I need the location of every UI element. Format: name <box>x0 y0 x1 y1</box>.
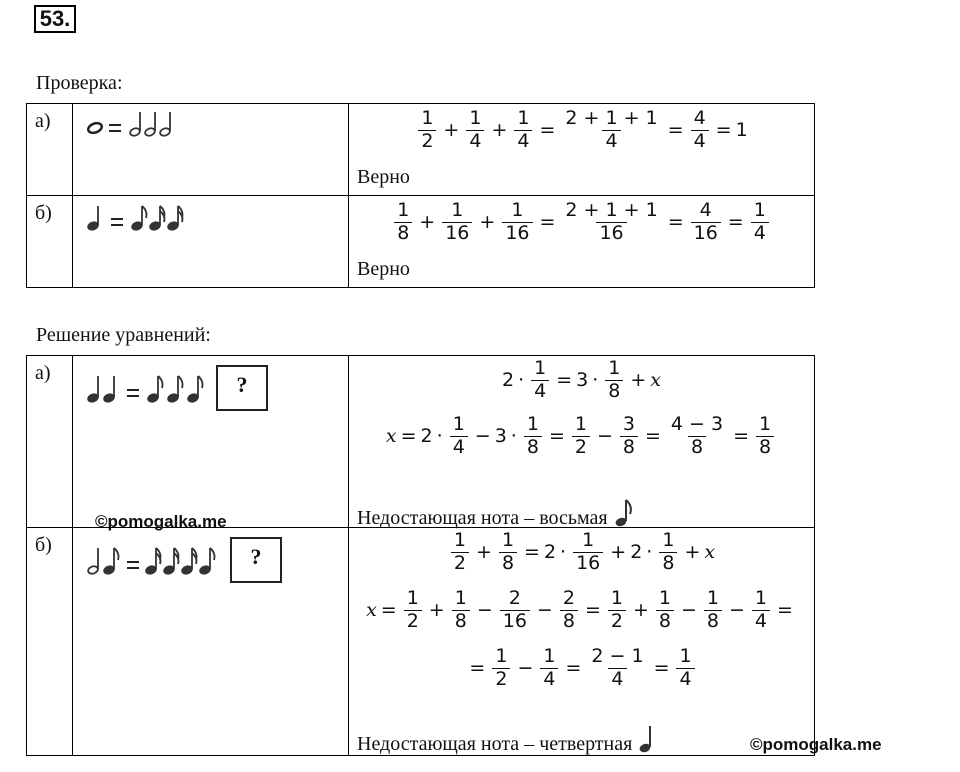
fraction: $\frac{1}{4}$ <box>752 588 770 633</box>
row-label: б) <box>35 202 52 224</box>
answer-text: Недостающая нота – четвертная <box>357 724 659 756</box>
check-a-expression: $\frac{1}{2}$ + $\frac{1}{4}$ + $\frac{1}{4}$ = $\frac{2 + 1 + 1}{4}$ = $\frac{4}{4}$ = 1 <box>349 108 814 153</box>
check-title: Проверка: <box>36 72 123 94</box>
row-label: а) <box>35 110 51 132</box>
row-label: б) <box>35 534 52 556</box>
notes-two-quarters-equals-three-eighths-question-icon <box>85 362 305 414</box>
row-label-cell <box>27 196 73 288</box>
calc-cell <box>349 528 815 756</box>
fraction: $\frac{1}{2}$ <box>418 108 436 153</box>
row-label-cell <box>27 528 73 756</box>
notes-cell <box>73 356 349 531</box>
notes-cell <box>73 528 349 756</box>
check-b-expression: $\frac{1}{8}$ + $\frac{1}{16}$ + $\frac{1}{16}$ = $\frac{2 + 1 + 1}{16}$ = $\frac{4}{16}$ = $\frac{1}{4}$ <box>349 200 814 245</box>
fraction: $\frac{4}{16}$ <box>691 200 721 245</box>
fraction: $\frac{1}{8}$ <box>452 588 470 633</box>
fraction: $\frac{1}{8}$ <box>656 588 674 633</box>
verdict-text: Верно <box>357 166 410 188</box>
fraction: $\frac{1}{4}$ <box>540 646 558 691</box>
missing-note-box: ? <box>250 544 262 569</box>
check-table <box>26 103 815 288</box>
fraction: $\frac{2 - 1}{4}$ <box>591 645 644 690</box>
notes-cell <box>73 104 349 196</box>
fraction: $\frac{1}{2}$ <box>404 588 422 633</box>
calc-cell <box>349 104 815 196</box>
calc-cell <box>349 356 815 528</box>
verdict-text: Верно <box>357 258 410 280</box>
fraction: $\frac{3}{8}$ <box>620 414 638 459</box>
row-label-cell <box>27 104 73 196</box>
fraction: $\frac{2 + 1 + 1}{16}$ <box>565 199 658 244</box>
watermark: ©pomogalka.me <box>750 735 882 754</box>
fraction: $\frac{1}{8}$ <box>704 588 722 633</box>
fraction: $\frac{1}{2}$ <box>492 646 510 691</box>
fraction: $\frac{1}{8}$ <box>605 358 623 403</box>
fraction: $\frac{1}{4}$ <box>466 108 484 153</box>
notes-quarter-equals-eighth-sixteenths-icon <box>85 200 245 236</box>
equation-b-line1: $\frac{1}{2}$ + $\frac{1}{8}$ = 2 · $\frac{1}{16}$ + 2 · $\frac{1}{8}$ + x <box>349 530 814 575</box>
equation-a-line1: 2 · $\frac{1}{4}$ = 3 · $\frac{1}{8}$ + x <box>501 357 662 402</box>
fraction: $\frac{1}{4}$ <box>514 108 532 153</box>
fraction: $\frac{1}{4}$ <box>751 200 769 245</box>
fraction: $\frac{1}{16}$ <box>573 530 603 575</box>
quarter-note-icon <box>637 724 659 754</box>
fraction: $\frac{1}{16}$ <box>502 200 532 245</box>
row-label-cell <box>27 356 73 528</box>
equation-a-line2: x = 2 · $\frac{1}{4}$ − 3 · $\frac{1}{8}$ = $\frac{1}{2}$ − $\frac{3}{8}$ = $\frac{4 - 3}{8}$ = $\frac{1}{8}$ <box>349 414 814 459</box>
solve-table <box>26 355 815 756</box>
fraction: $\frac{1}{8}$ <box>394 200 412 245</box>
notes-half-eighth-equals-sixteenths-eighth-question-icon <box>85 534 325 586</box>
fraction: $\frac{1}{8}$ <box>659 530 677 575</box>
fraction: $\frac{1}{4}$ <box>531 358 549 403</box>
fraction: $\frac{1}{4}$ <box>676 646 694 691</box>
fraction: $\frac{1}{8}$ <box>499 530 517 575</box>
fraction: $\frac{1}{2}$ <box>572 414 590 459</box>
calc-cell <box>349 196 815 288</box>
fraction: $\frac{4}{4}$ <box>691 108 709 153</box>
fraction: $\frac{1}{4}$ <box>450 414 468 459</box>
notes-whole-equals-three-halves-icon <box>85 108 205 144</box>
answer-text: Недостающая нота – восьмая <box>357 498 635 530</box>
fraction: $\frac{4 - 3}{8}$ <box>670 413 724 458</box>
fraction: $\frac{1}{16}$ <box>442 200 472 245</box>
problem-number: 53. <box>34 5 76 33</box>
solve-title: Решение уравнений: <box>36 324 211 346</box>
notes-cell <box>73 196 349 288</box>
watermark: ©pomogalka.me <box>95 512 227 531</box>
fraction: $\frac{1}{2}$ <box>608 588 626 633</box>
eighth-note-icon <box>613 498 635 528</box>
fraction: $\frac{1}{8}$ <box>524 414 542 459</box>
fraction: $\frac{2}{16}$ <box>500 588 530 633</box>
equation-b-line3: = $\frac{1}{2}$ − $\frac{1}{4}$ = $\frac{2 - 1}{4}$ = $\frac{1}{4}$ <box>349 646 814 691</box>
fraction: $\frac{2}{8}$ <box>560 588 578 633</box>
fraction: $\frac{2 + 1 + 1}{4}$ <box>565 107 658 152</box>
equation-b-line2: x = $\frac{1}{2}$ + $\frac{1}{8}$ − $\frac{2}{16}$ − $\frac{2}{8}$ = $\frac{1}{2}$ + $\frac{1}{8}$ − $\frac{1}{8}$ − $\frac{1}{4}$ = <box>366 587 793 632</box>
missing-note-box: ? <box>236 372 248 397</box>
fraction: $\frac{1}{8}$ <box>756 414 774 459</box>
row-label: а) <box>35 362 51 384</box>
fraction: $\frac{1}{2}$ <box>451 530 469 575</box>
